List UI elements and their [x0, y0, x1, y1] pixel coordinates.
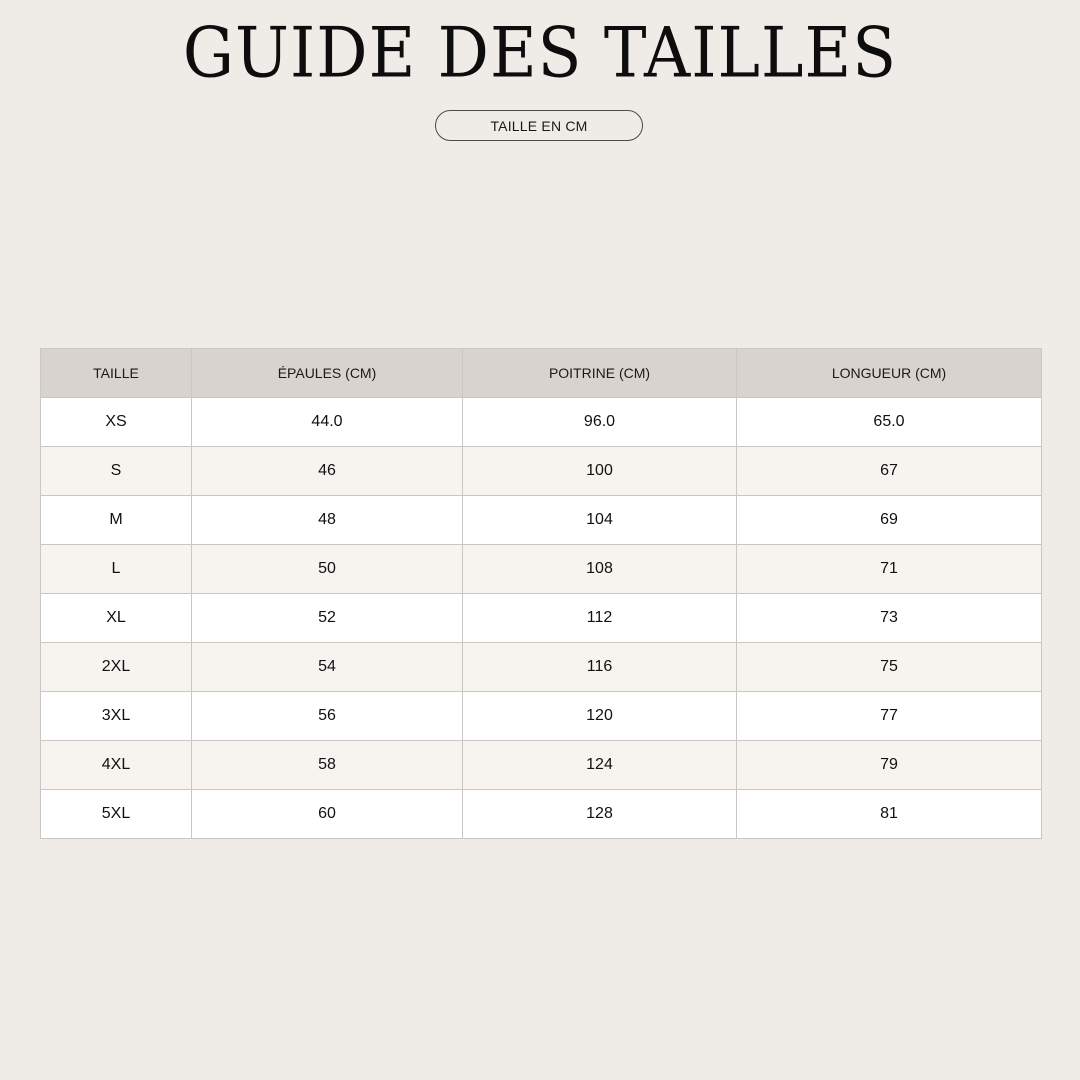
header-longueur: LONGUEUR (CM)	[737, 349, 1042, 398]
cell-size: M	[41, 496, 192, 545]
unit-badge: TAILLE EN CM	[435, 110, 643, 141]
cell-chest: 120	[463, 692, 737, 741]
cell-chest: 124	[463, 741, 737, 790]
cell-chest: 112	[463, 594, 737, 643]
cell-shoulders: 60	[192, 790, 463, 839]
cell-shoulders: 52	[192, 594, 463, 643]
header-taille: TAILLE	[41, 349, 192, 398]
cell-shoulders: 50	[192, 545, 463, 594]
size-chart-table	[40, 348, 1042, 839]
cell-length: 81	[737, 790, 1042, 839]
cell-length: 69	[737, 496, 1042, 545]
cell-size: 4XL	[41, 741, 192, 790]
cell-chest: 100	[463, 447, 737, 496]
cell-shoulders: 44.0	[192, 398, 463, 447]
cell-size: XL	[41, 594, 192, 643]
cell-size: 5XL	[41, 790, 192, 839]
table-header-row	[41, 349, 1042, 398]
page-title: GUIDE DES TAILLES	[182, 14, 898, 94]
table-row	[41, 545, 1042, 594]
table-row	[41, 790, 1042, 839]
cell-length: 71	[737, 545, 1042, 594]
cell-length: 73	[737, 594, 1042, 643]
cell-length: 77	[737, 692, 1042, 741]
cell-shoulders: 56	[192, 692, 463, 741]
table-row	[41, 741, 1042, 790]
cell-size: 2XL	[41, 643, 192, 692]
header-poitrine: POITRINE (CM)	[463, 349, 737, 398]
table-row	[41, 594, 1042, 643]
cell-size: S	[41, 447, 192, 496]
cell-shoulders: 46	[192, 447, 463, 496]
cell-shoulders: 48	[192, 496, 463, 545]
table-row	[41, 496, 1042, 545]
cell-size: L	[41, 545, 192, 594]
cell-length: 75	[737, 643, 1042, 692]
cell-chest: 116	[463, 643, 737, 692]
cell-shoulders: 54	[192, 643, 463, 692]
header-epaules: ÉPAULES (CM)	[192, 349, 463, 398]
table-row	[41, 447, 1042, 496]
cell-size: XS	[41, 398, 192, 447]
table-row	[41, 398, 1042, 447]
cell-chest: 104	[463, 496, 737, 545]
cell-length: 67	[737, 447, 1042, 496]
cell-shoulders: 58	[192, 741, 463, 790]
cell-chest: 128	[463, 790, 737, 839]
table-row	[41, 692, 1042, 741]
cell-chest: 108	[463, 545, 737, 594]
table-row	[41, 643, 1042, 692]
cell-length: 79	[737, 741, 1042, 790]
cell-length: 65.0	[737, 398, 1042, 447]
cell-chest: 96.0	[463, 398, 737, 447]
cell-size: 3XL	[41, 692, 192, 741]
